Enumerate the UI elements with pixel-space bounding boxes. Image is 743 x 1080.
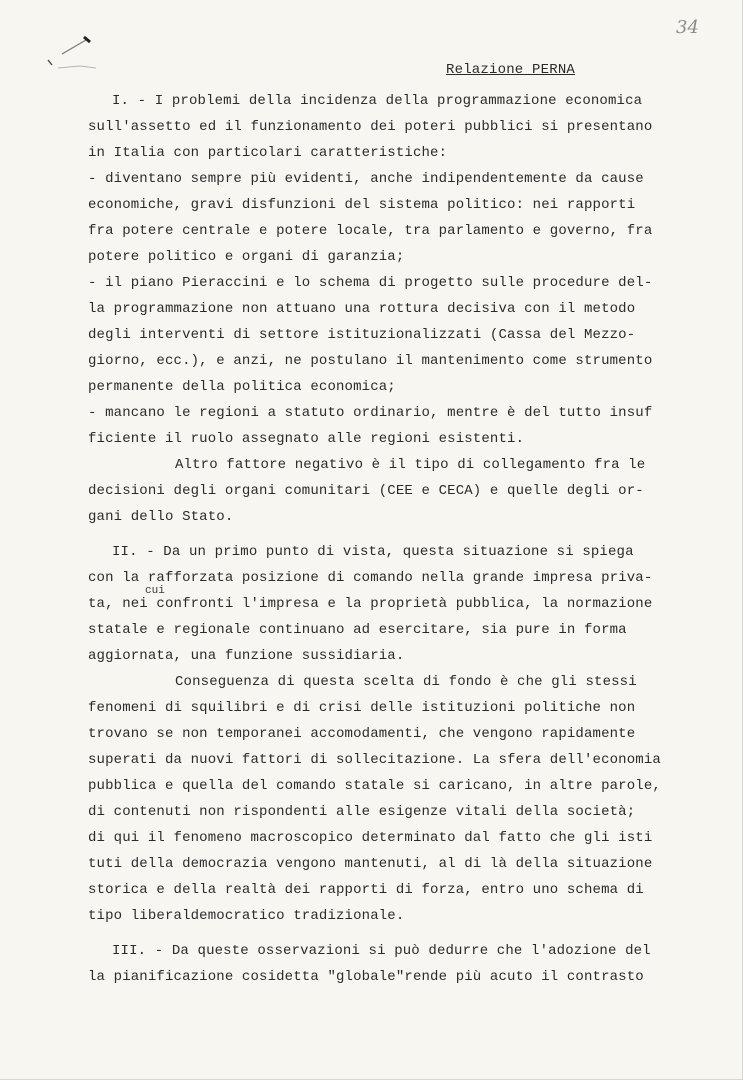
page-number: 34 (676, 17, 699, 38)
text-line: permanente della politica economica; (88, 379, 396, 395)
text-line: ficiente il ruolo assegnato alle regioni esistenti. (88, 431, 525, 447)
text-line: la pianificazione cosidetta "globale"rende più acuto il contrasto (88, 969, 644, 985)
text-line: potere politico e organi di garanzia; (88, 249, 405, 265)
text-line: storica e della realtà dei rapporti di forza, entro uno schema di (88, 882, 644, 898)
text-line: Altro fattore negativo è il tipo di collegamento fra le (175, 457, 646, 473)
text-line: economiche, gravi disfunzioni del sistema politico: nei rapporti (88, 197, 636, 213)
text-line: in Italia con particolari caratteristiche: (88, 145, 448, 161)
handwritten-mark (40, 28, 110, 72)
text-line: aggiornata, una funzione sussidiaria. (88, 648, 405, 664)
text-line: fenomeni di squilibri e di crisi delle istituzioni politiche non (88, 700, 636, 716)
text-line: gani dello Stato. (88, 509, 234, 525)
text-line: di qui il fenomeno macroscopico determinato dal fatto che gli isti (88, 830, 653, 846)
text-line: III. - Da queste osservazioni si può dedurre che l'adozione del (112, 943, 651, 959)
text-line: la programmazione non attuano una rottura decisiva con il metodo (88, 301, 636, 317)
text-line: tipo liberaldemocratico tradizionale. (88, 908, 405, 924)
text-line: I. - I problemi della incidenza della programmazione economica (112, 93, 643, 109)
text-line: - diventano sempre più evidenti, anche indipendentemente da cause (88, 171, 644, 187)
text-line: decisioni degli organi comunitari (CEE e CECA) e quelle degli or- (88, 483, 644, 499)
text-line: degli interventi di settore istituzionalizzati (Cassa del Mezzo- (88, 327, 636, 343)
text-line: superati da nuovi fattori di sollecitazione. La sfera dell'economia (88, 752, 661, 768)
text-line: ta, nei confronti l'impresa e la proprietà pubblica, la normazione (88, 596, 653, 612)
document-title: Relazione PERNA (446, 62, 576, 78)
text-line: fra potere centrale e potere locale, tra parlamento e governo, fra (88, 223, 653, 239)
text-line: tuti della democrazia vengono mantenuti, al di là della situazione (88, 856, 653, 872)
text-line: II. - Da un primo punto di vista, questa situazione si spiega (112, 544, 634, 560)
text-line: - mancano le regioni a statuto ordinario, mentre è del tutto insuf (88, 405, 653, 421)
interlinear-insert: cui (145, 585, 165, 597)
text-line: statale e regionale continuano ad esercitare, sia pure in forma (88, 622, 627, 638)
text-line: trovano se non temporanei accomodamenti, che vengono rapidamente (88, 726, 636, 742)
text-line: pubblica e quella del comando statale si caricano, in altre parole, (88, 778, 661, 794)
text-line: - il piano Pieraccini e lo schema di progetto sulle procedure del- (88, 275, 653, 291)
text-line: Conseguenza di questa scelta di fondo è che gli stessi (175, 674, 637, 690)
text-line: di contenuti non rispondenti alle esigenze vitali della società; (88, 804, 636, 820)
text-line: sull'assetto ed il funzionamento dei poteri pubblici si presentano (88, 119, 653, 135)
text-line: con la rafforzata posizione di comando nella grande impresa priva- (88, 570, 653, 586)
text-line: giorno, ecc.), e anzi, ne postulano il mantenimento come strumento (88, 353, 653, 369)
